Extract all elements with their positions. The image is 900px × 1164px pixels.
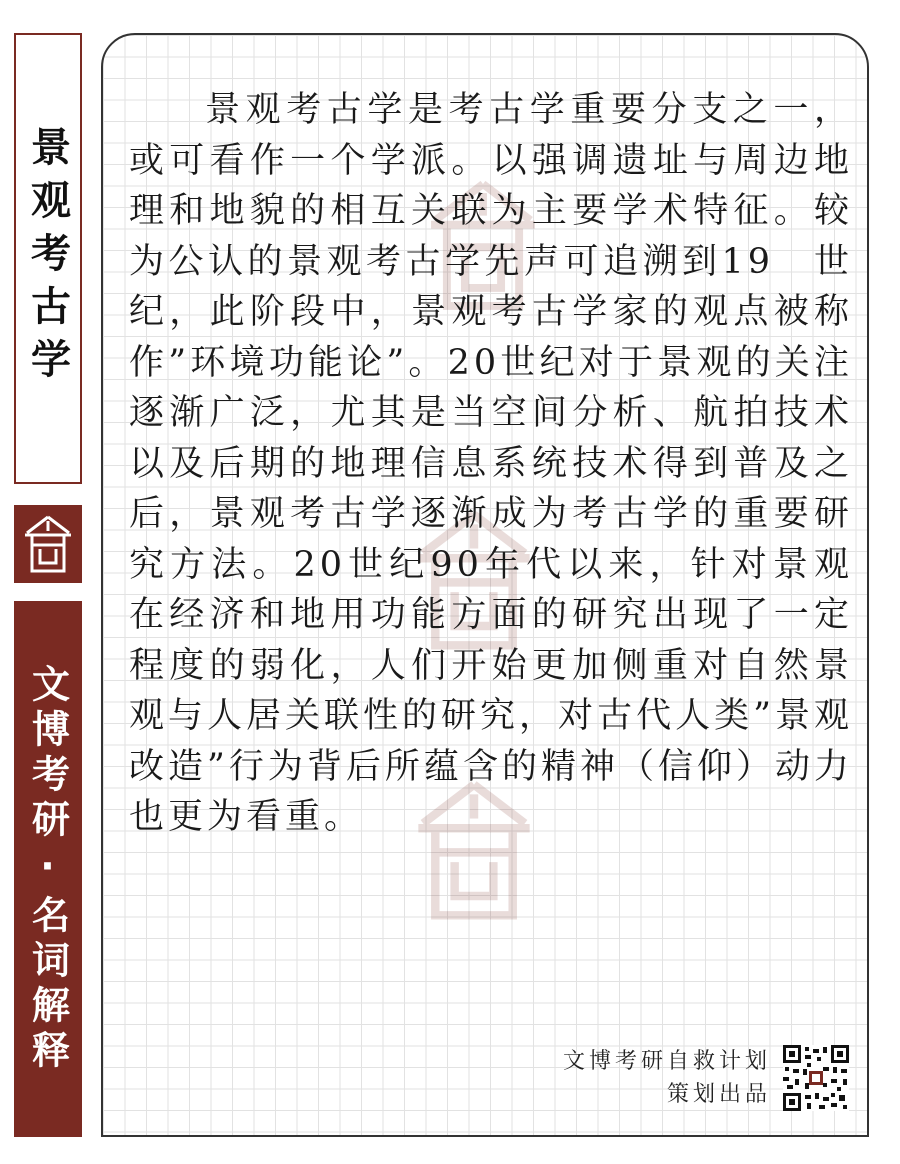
- museum-seal-icon: [14, 505, 82, 583]
- credit-line-2: 策划出品: [666, 1082, 771, 1107]
- term-title: 景观考古学: [24, 126, 71, 391]
- credits: [563, 1045, 771, 1111]
- note-card: [101, 33, 869, 1137]
- definition-paragraph: 景观考古学是考古学重要分支之一，或可看作一个学派。以强调遗址与周边地理和地貌的相互关联为主要学术特征。较为公认的景观考古学先声可追溯到19 世纪，此阶段中，景观考古学家的观点被称作”环境功能论”。20世纪对于景观的关注逐渐广泛，尤其是当空间分析、航拍技术以及后期的地理信息系统技术得到普及之后，景观考古学逐渐成为考古学的重要研究方法。20世纪90年代以来，针对景观在经济和地用功能方面的研究出现了一定程度的弱化，人们开始更加侧重对自然景观与人居关联性的研究，对古代人类”景观改造”行为背后所蕴含的精神（信仰）动力也更为看重。: [129, 90, 853, 837]
- series-title: 文博考研·名词解释: [25, 663, 70, 1075]
- series-banner: [14, 601, 82, 1137]
- title-box: [14, 33, 82, 484]
- credit-line-1: 文博考研自救计划: [562, 1049, 771, 1074]
- qr-code-icon[interactable]: [783, 1045, 849, 1111]
